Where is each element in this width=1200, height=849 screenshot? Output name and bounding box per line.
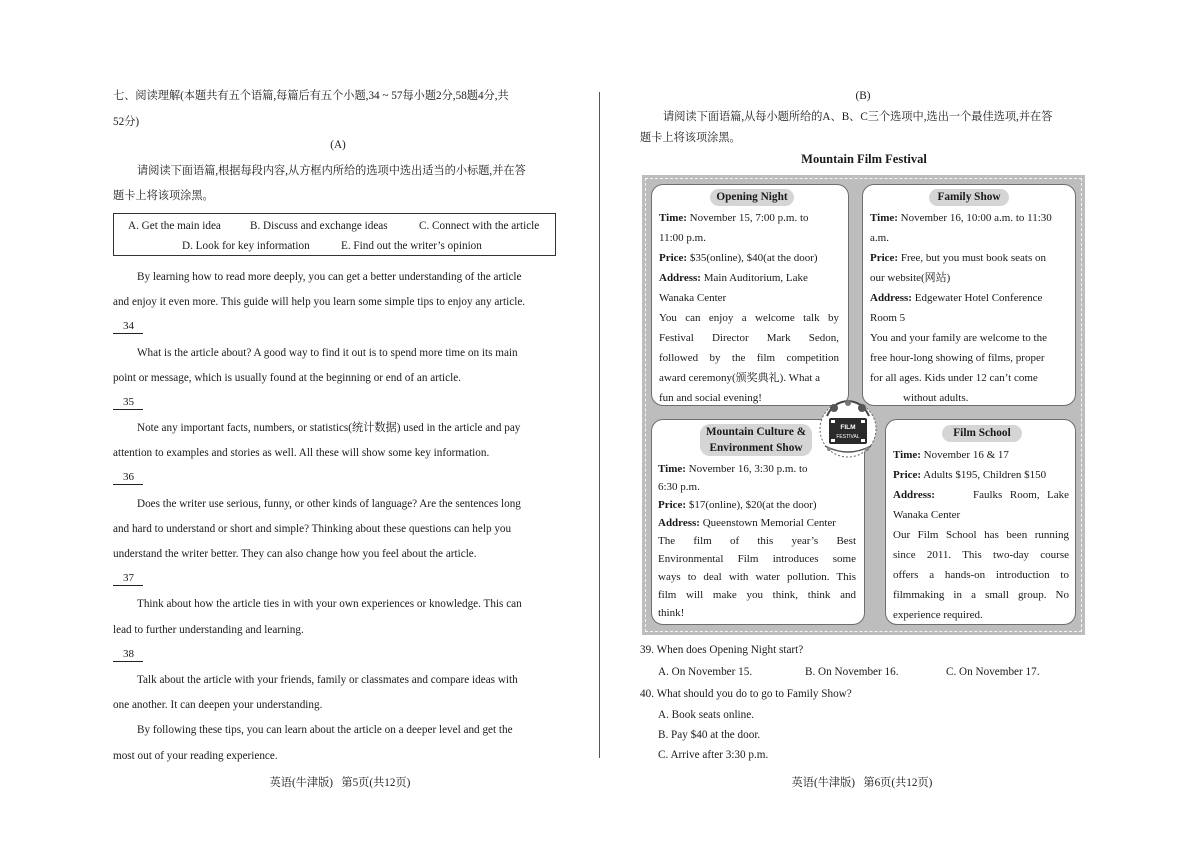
film-school-address-line2: Wanaka Center bbox=[893, 509, 961, 521]
culture-show-title-line2: Environment Show bbox=[709, 442, 803, 454]
culture-show-price-line bbox=[658, 498, 817, 512]
culture-show-title-line1: Mountain Culture & bbox=[705, 426, 807, 438]
closing-line1: By following these tips, you can learn about the article on a deeper level and get the bbox=[137, 724, 513, 736]
paragraph-34-line2: point or message, which is usually found at the beginning or end of an article. bbox=[113, 372, 461, 384]
instruction-a-line1: 请阅读下面语篇,根据每段内容,从方框内所给的选项中选出适当的小标题,并在答 bbox=[137, 165, 526, 177]
instruction-a-line2: 题卡上将该项涂黑。 bbox=[113, 190, 214, 202]
film-school-address: Faulks Room, Lake bbox=[973, 489, 1069, 501]
family-show-time: November 16, 10:00 a.m. to 11:30 bbox=[900, 212, 1052, 224]
opening-night-desc-line2: Festival Director Mark Sedon, bbox=[659, 332, 839, 344]
price-label: Price: bbox=[893, 469, 922, 481]
culture-show-desc-line5: think! bbox=[658, 607, 685, 619]
film-school-price-line bbox=[893, 468, 1046, 482]
culture-show-time-line2: 6:30 p.m. bbox=[658, 481, 700, 493]
film-school-address-line1 bbox=[893, 488, 1069, 502]
option-b: B. Discuss and exchange ideas bbox=[250, 220, 388, 232]
opening-night-address-line1 bbox=[659, 271, 808, 285]
family-show-card bbox=[862, 184, 1076, 406]
family-show-title: Family Show bbox=[929, 189, 1009, 206]
instruction-b-line2: 题卡上将该项涂黑。 bbox=[640, 132, 741, 144]
culture-show-price: $17(online), $20(at the door) bbox=[688, 499, 817, 511]
paragraph-36-line3: understand the writer better. They can also change how you feel about the article. bbox=[113, 548, 477, 560]
paragraph-35-line2: attention to examples and stories as well. All these will show some key information. bbox=[113, 447, 490, 459]
option-e: E. Find out the writer’s opinion bbox=[341, 240, 482, 252]
passage-a-label: (A) bbox=[330, 139, 346, 151]
intro-line2: and enjoy it even more. This guide will help you learn some simple tips to enjoy any article. bbox=[113, 296, 526, 308]
culture-show-time: November 16, 3:30 p.m. to bbox=[688, 463, 808, 475]
time-label: Time: bbox=[893, 449, 921, 461]
film-school-time: November 16 & 17 bbox=[923, 449, 1009, 461]
family-show-desc-line4: without adults. bbox=[903, 392, 969, 404]
paragraph-37-line1: Think about how the article ties in with your own experiences or knowledge. This can bbox=[137, 598, 522, 610]
opening-night-desc-line1: You can enjoy a welcome talk by bbox=[659, 312, 839, 324]
paragraph-38-line2: one another. It can deepen your understanding. bbox=[113, 699, 323, 711]
question-40-option-b: B. Pay $40 at the door. bbox=[658, 729, 761, 741]
culture-show-desc-line4: film will make you think, think and bbox=[658, 589, 856, 601]
family-show-address-line2: Room 5 bbox=[870, 312, 906, 324]
options-box bbox=[113, 213, 556, 256]
opening-night-price-line bbox=[659, 251, 818, 265]
family-show-price-line2: our website(网站) bbox=[870, 272, 951, 284]
film-festival-logo bbox=[819, 396, 877, 460]
film-school-desc-line4: filmmaking in a small group. No bbox=[893, 589, 1069, 601]
address-label: Address: bbox=[893, 489, 935, 501]
family-show-price-line1 bbox=[870, 251, 1046, 265]
culture-show-title bbox=[700, 424, 812, 456]
section-heading-line1: 七、阅读理解(本题共有五个语篇,每篇后有五个小题,34 ~ 57每小题2分,58题4分,共 bbox=[113, 90, 509, 102]
opening-night-price: $35(online), $40(at the door) bbox=[689, 252, 818, 264]
paragraph-38-line1: Talk about the article with your friends, family or classmates and compare ideas with bbox=[137, 674, 518, 686]
opening-night-address: Main Auditorium, Lake bbox=[703, 272, 808, 284]
film-school-card bbox=[885, 419, 1076, 625]
question-40-option-c: C. Arrive after 3:30 p.m. bbox=[658, 749, 769, 761]
page-divider bbox=[599, 92, 600, 758]
answer-blank-34: 34 bbox=[113, 320, 143, 334]
answer-blank-37: 37 bbox=[113, 572, 143, 586]
time-label: Time: bbox=[658, 463, 686, 475]
film-school-desc-line2: since 2011. This two-day course bbox=[893, 549, 1069, 561]
opening-night-time-line1 bbox=[659, 211, 809, 225]
option-d: D. Look for key information bbox=[182, 240, 310, 252]
culture-show-desc-line2: Environmental Film introduces some bbox=[658, 553, 856, 565]
paragraph-37-line2: lead to further understanding and learning. bbox=[113, 624, 304, 636]
family-show-desc-line1: You and your family are welcome to the bbox=[870, 332, 1047, 344]
logo-festival-text: FESTIVAL bbox=[836, 434, 860, 440]
paragraph-36-line2: and hard to understand or short and simple? Thinking about these questions can help you bbox=[113, 523, 512, 535]
opening-night-title: Opening Night bbox=[710, 189, 794, 206]
closing-line2: most out of your reading experience. bbox=[113, 750, 278, 762]
opening-night-card bbox=[651, 184, 849, 406]
address-label: Address: bbox=[870, 292, 912, 304]
film-school-desc-line5: experience required. bbox=[893, 609, 983, 621]
family-show-desc-line3: for all ages. Kids under 12 can’t come bbox=[870, 372, 1038, 384]
family-show-address: Edgewater Hotel Conference bbox=[914, 292, 1043, 304]
opening-night-desc-line3: followed by the film competition bbox=[659, 352, 839, 364]
section-heading-line2: 52分) bbox=[113, 116, 140, 128]
price-label: Price: bbox=[658, 499, 687, 511]
opening-night-desc-line5: fun and social evening! bbox=[659, 392, 762, 404]
culture-show-desc-line3: ways to deal with water pollution. This bbox=[658, 571, 856, 583]
intro-line1: By learning how to read more deeply, you can get a better understanding of the article bbox=[137, 271, 522, 283]
film-school-time-line bbox=[893, 448, 1009, 462]
logo-film-text: FILM bbox=[840, 424, 856, 431]
time-label: Time: bbox=[659, 212, 687, 224]
question-40-option-a: A. Book seats online. bbox=[658, 709, 755, 721]
family-show-desc-line2: free hour-long showing of films, proper bbox=[870, 352, 1045, 364]
price-label: Price: bbox=[870, 252, 899, 264]
family-show-time-line2: a.m. bbox=[870, 232, 889, 244]
question-40: 40. What should you do to go to Family Show? bbox=[640, 688, 852, 700]
instruction-b-line1: 请阅读下面语篇,从每小题所给的A、B、C三个选项中,选出一个最佳选项,并在答 bbox=[663, 111, 1053, 123]
family-show-time-line1 bbox=[870, 211, 1052, 225]
question-39-option-c: C. On November 17. bbox=[946, 666, 1040, 678]
passage-b-label: (B) bbox=[855, 90, 871, 102]
family-show-address-line1 bbox=[870, 291, 1042, 305]
opening-night-time: November 15, 7:00 p.m. to bbox=[689, 212, 809, 224]
culture-show-desc-line1: The film of this year’s Best bbox=[658, 535, 856, 547]
answer-blank-35: 35 bbox=[113, 396, 143, 410]
option-a: A. Get the main idea bbox=[128, 220, 221, 232]
question-39-option-a: A. On November 15. bbox=[658, 666, 753, 678]
film-school-title: Film School bbox=[942, 425, 1022, 442]
question-39-option-b: B. On November 16. bbox=[805, 666, 899, 678]
question-39: 39. When does Opening Night start? bbox=[640, 644, 804, 656]
opening-night-desc-line4: award ceremony(颁奖典礼). What a bbox=[659, 372, 821, 384]
answer-blank-36: 36 bbox=[113, 471, 143, 485]
opening-night-time-line2: 11:00 p.m. bbox=[659, 232, 706, 244]
poster-title: Mountain Film Festival bbox=[801, 152, 927, 166]
paragraph-36-line1: Does the writer use serious, funny, or other kinds of language? Are the sentences long bbox=[137, 498, 521, 510]
culture-show-address-line bbox=[658, 516, 836, 530]
answer-blank-38: 38 bbox=[113, 648, 143, 662]
film-school-desc-line3: offers a hands-on introduction to bbox=[893, 569, 1069, 581]
price-label: Price: bbox=[659, 252, 688, 264]
culture-show-time-line1 bbox=[658, 462, 808, 476]
address-label: Address: bbox=[659, 272, 701, 284]
time-label: Time: bbox=[870, 212, 898, 224]
film-school-price: Adults $195, Children $150 bbox=[923, 469, 1047, 481]
opening-night-address-line2: Wanaka Center bbox=[659, 292, 727, 304]
left-footer: 英语(牛津版) 第5页(共12页) bbox=[269, 777, 411, 789]
option-c: C. Connect with the article bbox=[419, 220, 540, 232]
address-label: Address: bbox=[658, 517, 700, 529]
family-show-price: Free, but you must book seats on bbox=[900, 252, 1046, 264]
paragraph-34-line1: What is the article about? A good way to find it out is to spend more time on its main bbox=[137, 347, 518, 359]
paragraph-35-line1: Note any important facts, numbers, or statistics(统计数据) used in the article and pay bbox=[137, 422, 521, 434]
film-school-desc-line1: Our Film School has been running bbox=[893, 529, 1069, 541]
right-footer: 英语(牛津版) 第6页(共12页) bbox=[791, 777, 933, 789]
culture-show-address: Queenstown Memorial Center bbox=[702, 517, 836, 529]
